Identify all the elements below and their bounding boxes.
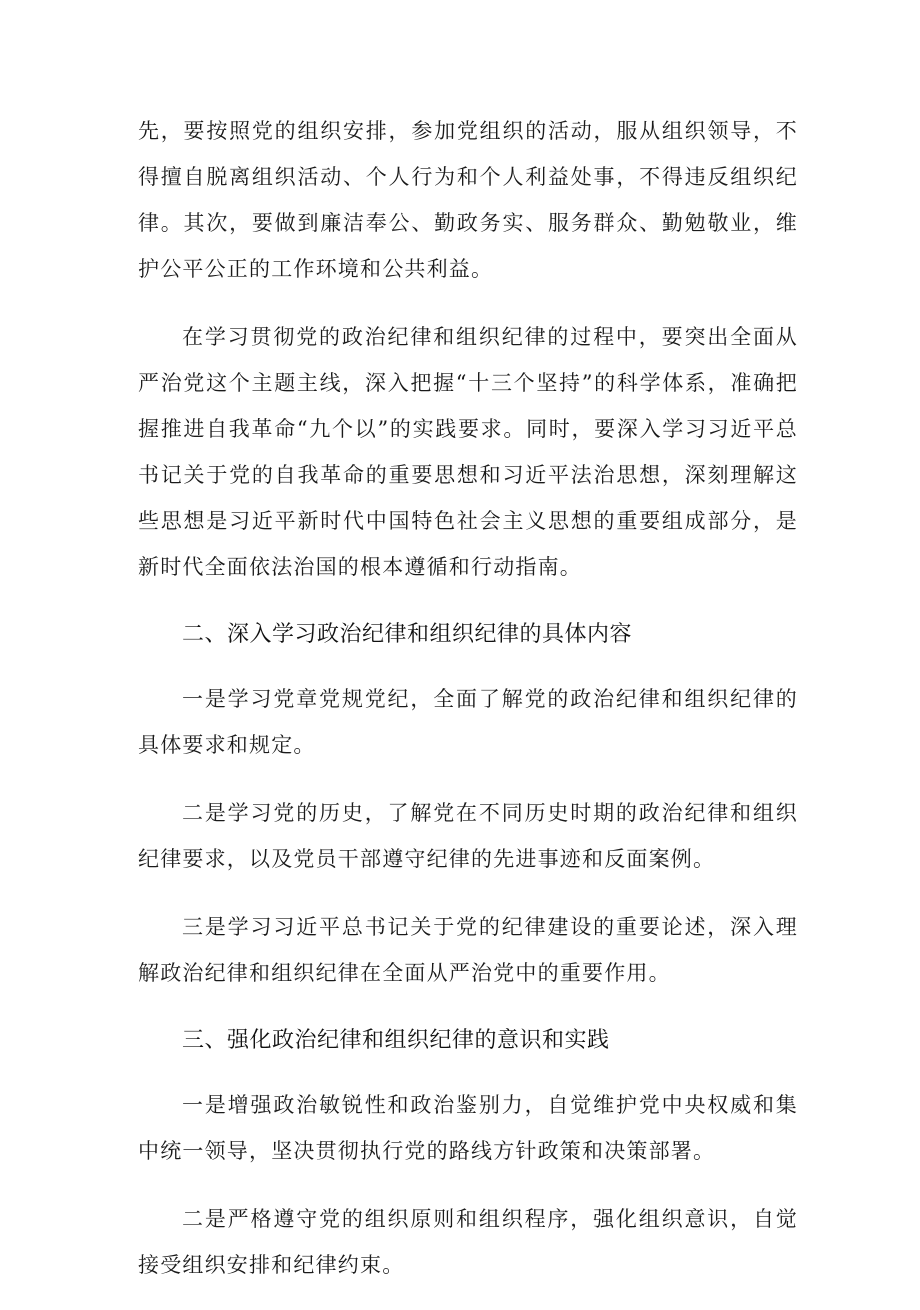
section2-item-1: 一是学习党章党规党纪，全面了解党的政治纪律和组织纪律的具体要求和规定。 bbox=[138, 687, 798, 757]
section-heading-2: 二、深入学习政治纪律和组织纪律的具体内容 bbox=[182, 622, 633, 647]
paragraph-study-requirements: 在学习贯彻党的政治纪律和组织纪律的过程中，要突出全面从严治党这个主题主线，深入把握“十三个坚持”的科学体系，准确把握推进自我革命“九个以”的实践要求。同时，要深入学习习近平总书记关于党的自我革命的重要思想和习近平法治思想，深刻理解这些思想是习近平新时代中国特色社会主义思想的重要组成部分，是新时代全面依法治国的根本遵循和行动指南。 bbox=[138, 325, 798, 579]
document-body bbox=[138, 108, 798, 1310]
section2-item-2: 二是学习党的历史，了解党在不同历史时期的政治纪律和组织纪律要求，以及党员干部遵守纪律的先进事迹和反面案例。 bbox=[138, 801, 798, 871]
section2-item-3: 三是学习习近平总书记关于党的纪律建设的重要论述，深入理解政治纪律和组织纪律在全面从严治党中的重要作用。 bbox=[138, 915, 798, 985]
paragraph-continuation: 先，要按照党的组织安排，参加党组织的活动，服从组织领导，不得擅自脱离组织活动、个人行为和个人利益处事，不得违反组织纪律。其次，要做到廉洁奉公、勤政务实、服务群众、勤勉敬业，维护公平公正的工作环境和公共利益。 bbox=[138, 119, 798, 281]
section3-item-1: 一是增强政治敏锐性和政治鉴别力，自觉维护党中央权威和集中统一领导，坚决贯彻执行党的路线方针政策和决策部署。 bbox=[138, 1093, 798, 1163]
section-heading-3: 三、强化政治纪律和组织纪律的意识和实践 bbox=[182, 1028, 610, 1053]
section3-item-2: 二是严格遵守党的组织原则和组织程序，强化组织意识，自觉接受组织安排和纪律约束。 bbox=[138, 1207, 798, 1277]
